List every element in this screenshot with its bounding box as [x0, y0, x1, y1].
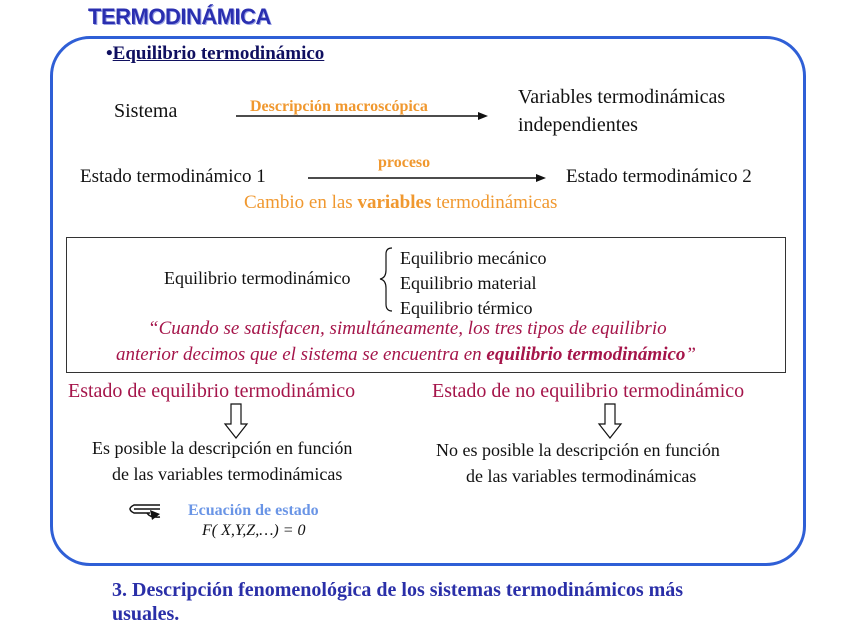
variables-line2: independientes [518, 114, 638, 136]
change-note-post: termodinámicas [431, 192, 558, 213]
equilibrium-state-heading: Estado de equilibrio termodinámico [68, 380, 356, 402]
non-equilibrium-desc-line2: de las variables termodinámicas [466, 466, 697, 486]
state1-label: Estado termodinámico 1 [80, 166, 266, 187]
macro-description-label: Descripción macroscópica [250, 98, 428, 115]
down-arrow-icon [225, 404, 247, 438]
quote-line2-pre: anterior decimos que el sistema se encuentra en [116, 344, 487, 365]
state2-label: Estado termodinámico 2 [566, 166, 752, 187]
down-arrow-icon [599, 404, 621, 438]
equilibrium-item: Equilibrio térmico [400, 298, 533, 318]
equilibrium-label: Equilibrio termodinámico [164, 268, 351, 288]
section-heading-text: Equilibrio termodinámico [112, 43, 325, 64]
non-equilibrium-state-heading: Estado de no equilibrio termodinámico [432, 380, 745, 402]
arrow-right-icon [236, 112, 488, 120]
bullet: • [106, 43, 113, 64]
equation-of-state-label: Ecuación de estado [188, 502, 319, 519]
curved-arrow-icon [130, 505, 160, 520]
change-note-pre: Cambio en las [244, 192, 358, 213]
equilibrium-desc-line1: Es posible la descripción en función [92, 438, 353, 458]
change-note-bold: variables [357, 192, 432, 213]
process-label: proceso [378, 154, 431, 171]
page-title: TERMODINÁMICA [88, 4, 271, 29]
non-equilibrium-desc-line1: No es posible la descripción en función [436, 440, 720, 460]
change-note [244, 192, 557, 214]
quote-line2-bold: equilibrio termodinámico [486, 344, 686, 365]
quote-line1: “Cuando se satisfacen, simultáneamente, los tres tipos de equilibrio [148, 318, 667, 339]
equation-formula: F( X,Y,Z,…) = 0 [202, 522, 306, 539]
variables-line1: Variables termodinámicas [518, 86, 726, 108]
footer-next-section: 3. Descripción fenomenológica de los sistemas termodinámicos más usuales. [112, 579, 684, 625]
equilibrium-item: Equilibrio material [400, 273, 537, 293]
quote-line2 [116, 344, 696, 366]
system-label: Sistema [114, 100, 178, 122]
quote-line2-post: ” [685, 344, 696, 365]
equilibrium-desc-line2: de las variables termodinámicas [112, 464, 343, 484]
equilibrium-item: Equilibrio mecánico [400, 248, 547, 268]
arrow-right-icon [308, 174, 546, 182]
